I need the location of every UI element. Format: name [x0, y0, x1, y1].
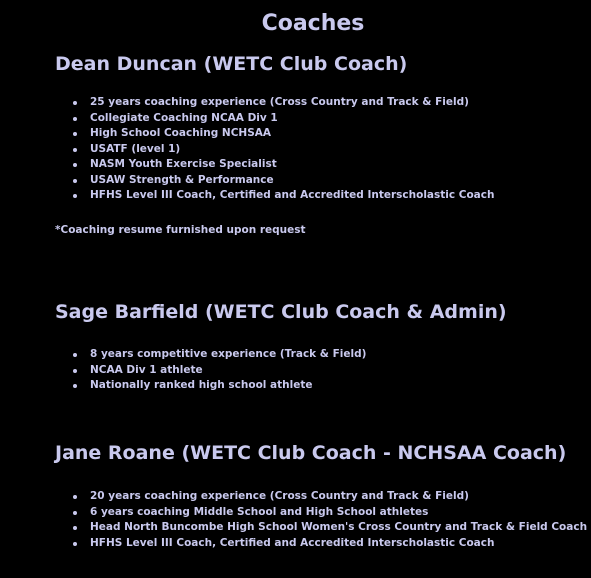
list-item: [72, 188, 494, 204]
bullet-icon: [73, 526, 77, 530]
list-item: [72, 111, 494, 127]
credential-text: USAW Strength & Performance: [90, 173, 274, 186]
bullet-icon: [73, 511, 77, 515]
credential-text: USATF (level 1): [90, 142, 181, 155]
list-item: [72, 363, 366, 379]
bullet-icon: [73, 179, 77, 183]
credential-text: 8 years competitive experience (Track & Field): [90, 348, 367, 360]
bullet-icon: [73, 101, 77, 105]
credential-text: High School Coaching NCHSAA: [90, 127, 272, 139]
credential-text: Nationally ranked high school athlete: [90, 379, 313, 391]
list-item: [72, 126, 494, 142]
credential-text: 6 years coaching Middle School and High School athletes: [90, 505, 429, 518]
list-item: [72, 347, 366, 363]
list-item: [72, 520, 587, 536]
coach-name-sage-barfield: Sage Barfield (WETC Club Coach & Admin): [55, 301, 507, 323]
coach-credentials-dean-duncan: [72, 95, 494, 204]
credential-text: 25 years coaching experience (Cross Country and Track & Field): [90, 96, 469, 108]
bullet-icon: [73, 542, 77, 546]
bullet-icon: [73, 148, 77, 152]
bullet-icon: [73, 353, 77, 357]
list-item: [72, 157, 494, 173]
list-item: [72, 142, 494, 158]
bullet-icon: [73, 369, 77, 373]
coach-name-dean-duncan: Dean Duncan (WETC Club Coach): [55, 53, 408, 75]
list-item: [72, 378, 366, 394]
coach-name-jane-roane: Jane Roane (WETC Club Coach - NCHSAA Coach): [55, 442, 567, 464]
bullet-icon: [73, 384, 77, 388]
bullet-icon: [73, 163, 77, 167]
bullet-icon: [73, 495, 77, 499]
bullet-icon: [73, 117, 77, 121]
credential-text: Collegiate Coaching NCAA Div 1: [90, 111, 278, 124]
coach-credentials-sage-barfield: [72, 347, 366, 394]
credential-text: NCAA Div 1 athlete: [90, 363, 203, 376]
list-item: [72, 536, 587, 552]
coach-credentials-jane-roane: [72, 489, 587, 551]
list-item: [72, 173, 494, 189]
credential-text: Head North Buncombe High School Women's Cross Country and Track & Field Coach: [90, 521, 588, 533]
credential-text: HFHS Level III Coach, Certified and Accredited Interscholastic Coach: [90, 189, 495, 201]
resume-note: *Coaching resume furnished upon request: [55, 224, 306, 236]
list-item: [72, 489, 587, 505]
credential-text: 20 years coaching experience (Cross Country and Track & Field): [90, 490, 469, 502]
bullet-icon: [73, 194, 77, 198]
list-item: [72, 95, 494, 111]
page-title: Coaches: [261, 11, 365, 36]
bullet-icon: [73, 132, 77, 136]
credential-text: NASM Youth Exercise Specialist: [90, 158, 277, 170]
list-item: [72, 505, 587, 521]
credential-text: HFHS Level III Coach, Certified and Accredited Interscholastic Coach: [90, 536, 495, 549]
